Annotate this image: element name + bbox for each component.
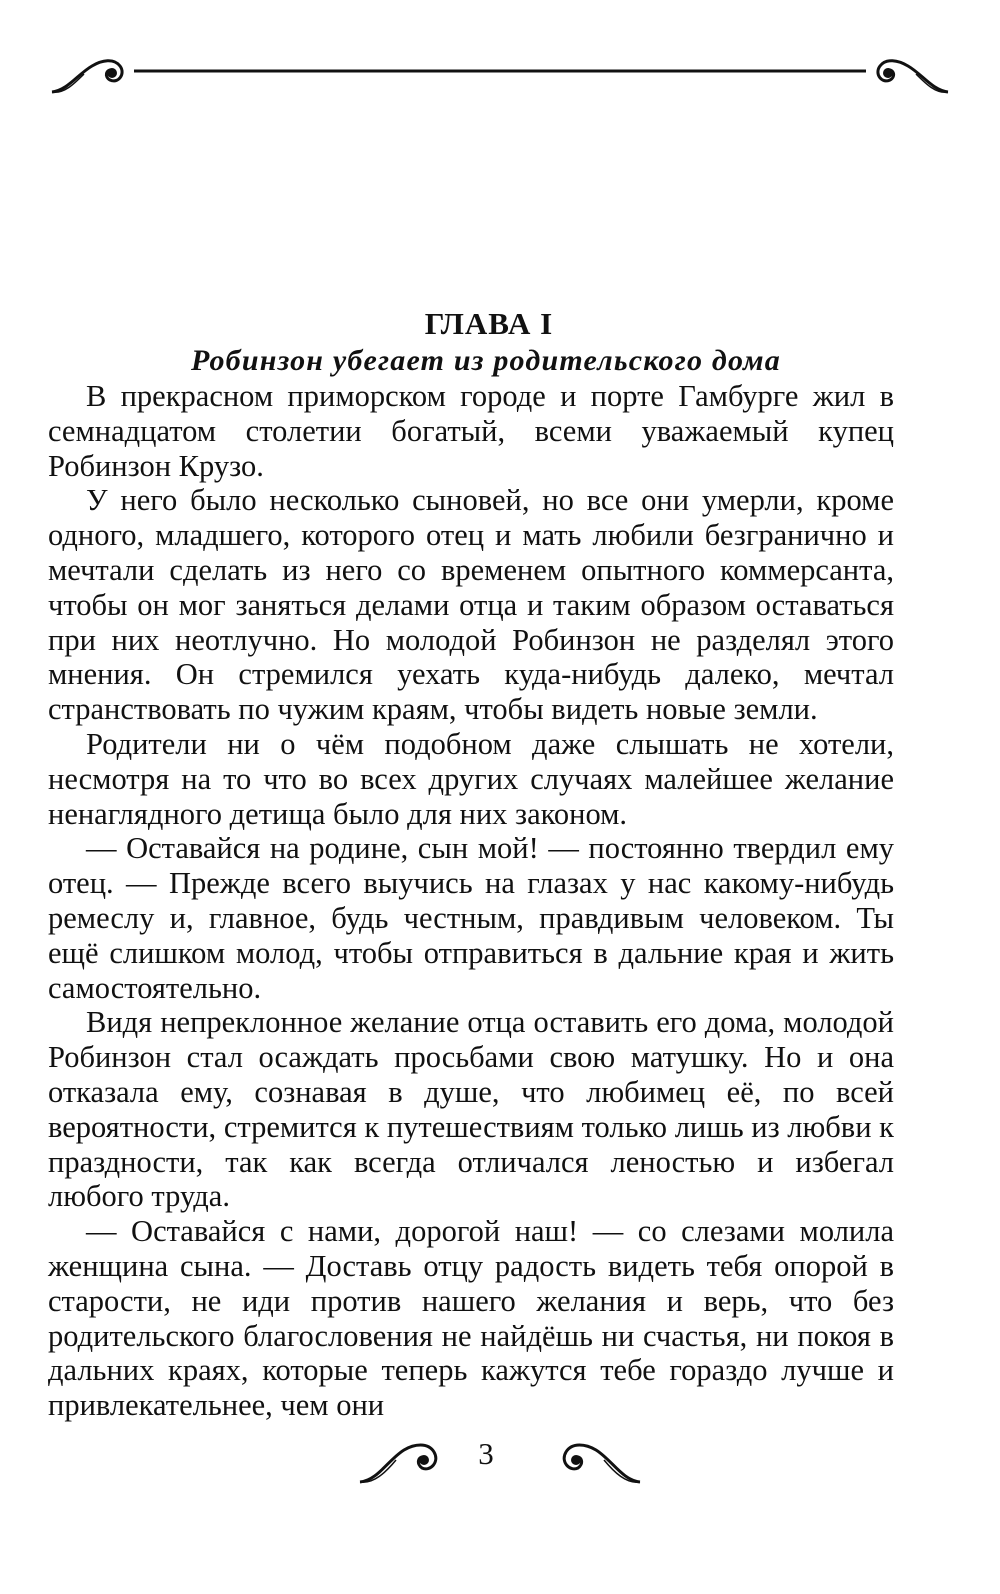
paragraph: У него было несколько сыновей, но все они умерли, кроме одного, младшего, которого отец и мать любили безгранично и мечтали сделать из него со временем опытного коммерсанта, чтобы он мог заняться делами отца и таким образом оставаться при них неотлучно. Но молодой Робинзон не разделял этого мнения. Он стремился уехать куда-нибудь далеко, мечтал странствовать по чужим краям, чтобы видеть новые земли. bbox=[48, 483, 894, 727]
paragraph: В прекрасном приморском городе и порте Гамбурге жил в семнадцатом столетии богатый, всеми уважаемый купец Робинзон Крузо. bbox=[48, 379, 894, 483]
paragraph: — Оставайся с нами, дорогой наш! — со слезами молила женщина сына. — Доставь отцу радость видеть тебя опорой в старости, не иди против нашего желания и верь, что без родительского благословения не найдёшь ни счастья, ни покоя в дальних краях, которые теперь кажутся тебе гораздо лучше и привлекательнее, чем они bbox=[48, 1214, 894, 1423]
paragraph: — Оставайся на родине, сын мой! — постоянно твердил ему отец. — Прежде всего выучись на глазах у нас какому-нибудь ремеслу и, главное, будь честным, правдивым человеком. Ты ещё слишком молод, чтобы отправиться в дальние края и жить самостоятельно. bbox=[48, 831, 894, 1005]
paragraph: Родители ни о чём подобном даже слышать не хотели, несмотря на то что во всех других случаях малейшее желание ненаглядного детища было для них законом. bbox=[48, 726, 894, 831]
chapter-title: ГЛАВА I bbox=[424, 306, 554, 341]
chapter-subtitle: Робинзон убегает из родительского дома bbox=[191, 344, 781, 377]
paragraph: Видя непреклонное желание отца оставить его дома, молодой Робинзон стал осаждать просьбами свою матушку. Но и она отказала ему, сознавая в душе, что любимец её, по всей вероятности, стремится к путешествиям только лишь из любви к праздности, так как всегда отличался леностью и избегал любого труда. bbox=[48, 1005, 894, 1214]
page-footer bbox=[340, 1426, 670, 1496]
top-ornament-rule-icon bbox=[40, 44, 960, 104]
chapter-body bbox=[48, 306, 894, 1423]
page-number: 3 bbox=[478, 1436, 494, 1471]
